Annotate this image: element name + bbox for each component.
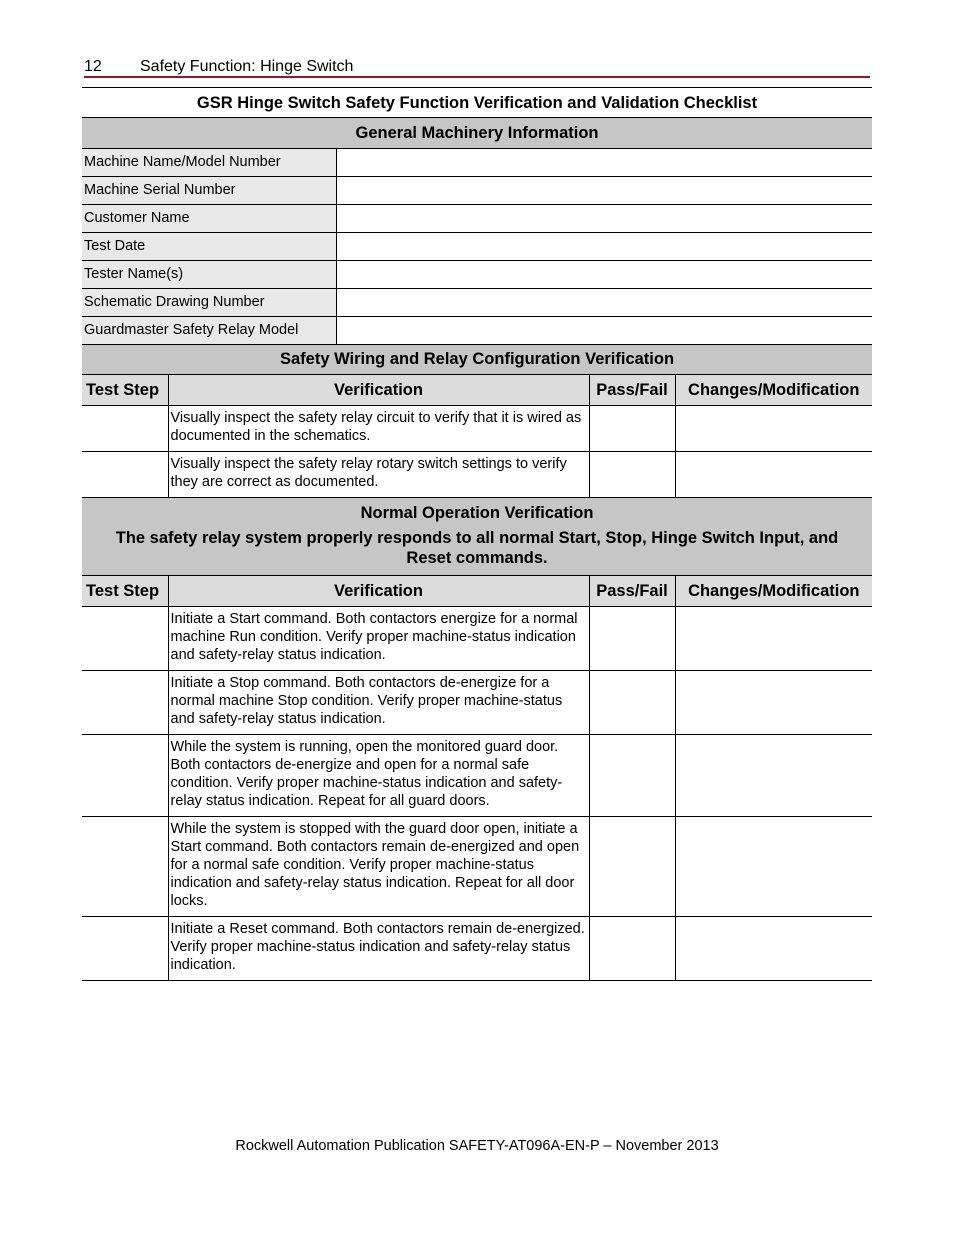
col-header-changes: Changes/Modification [675,375,872,406]
normal-operation-heading: Normal Operation Verification [360,504,594,522]
table-row [82,406,872,452]
section-title: Safety Function: Hinge Switch [140,58,354,75]
table-row [82,735,872,817]
table-row [82,671,872,735]
pass-fail-cell[interactable] [589,607,675,671]
checklist-title: GSR Hinge Switch Safety Function Verification and Validation Checklist [82,87,872,118]
page-number: 12 [84,58,102,75]
info-label: Guardmaster Safety Relay Model [82,317,336,345]
normal-operation-heading-block [82,498,872,576]
general-info-heading: General Machinery Information [82,118,872,149]
info-value-field[interactable] [336,177,872,205]
col-header-verification: Verification [168,375,589,406]
info-row [82,317,872,345]
table-row [82,817,872,917]
col-header-test-step: Test Step [82,375,168,406]
changes-cell[interactable] [675,917,872,981]
col-header-verification: Verification [168,576,589,607]
test-step-cell[interactable] [82,671,168,735]
pass-fail-cell[interactable] [589,817,675,917]
info-row [82,233,872,261]
publication-footer: Rockwell Automation Publication SAFETY-AT096A-EN-P – November 2013 [235,1138,719,1154]
changes-cell[interactable] [675,817,872,917]
test-step-cell[interactable] [82,406,168,452]
test-step-cell[interactable] [82,735,168,817]
pass-fail-cell[interactable] [589,452,675,498]
info-label: Test Date [82,233,336,261]
normal-operation-subheading: The safety relay system properly responds to all normal Start, Stop, Hinge Switch Input, and Reset commands. [115,529,839,567]
test-step-cell[interactable] [82,817,168,917]
info-value-field[interactable] [336,149,872,177]
info-value-field[interactable] [336,205,872,233]
info-value-field[interactable] [336,289,872,317]
info-label: Customer Name [82,205,336,233]
test-step-cell[interactable] [82,452,168,498]
info-value-field[interactable] [336,233,872,261]
test-step-cell[interactable] [82,607,168,671]
table-row [82,607,872,671]
column-header-row [82,576,872,607]
changes-cell[interactable] [675,607,872,671]
info-label: Machine Name/Model Number [82,149,336,177]
verification-text: Initiate a Start command. Both contactors energize for a normal machine Run condition. Verify proper machine-status indication and safety-relay status indication. [168,607,589,671]
changes-cell[interactable] [675,452,872,498]
pass-fail-cell[interactable] [589,671,675,735]
col-header-changes: Changes/Modification [675,576,872,607]
col-header-pass-fail: Pass/Fail [589,576,675,607]
wiring-verification-table [82,344,872,498]
pass-fail-cell[interactable] [589,406,675,452]
column-header-row [82,375,872,406]
col-header-pass-fail: Pass/Fail [589,375,675,406]
running-header [84,58,870,78]
normal-operation-table [82,497,872,981]
info-label: Schematic Drawing Number [82,289,336,317]
verification-text: Initiate a Reset command. Both contactors remain de-energized. Verify proper machine-status indication and safety-relay status indication. [168,917,589,981]
col-header-test-step: Test Step [82,576,168,607]
changes-cell[interactable] [675,406,872,452]
info-value-field[interactable] [336,261,872,289]
general-info-table [82,117,872,345]
info-row [82,261,872,289]
info-row [82,289,872,317]
changes-cell[interactable] [675,671,872,735]
pass-fail-cell[interactable] [589,917,675,981]
info-row [82,205,872,233]
info-label: Tester Name(s) [82,261,336,289]
verification-text: While the system is stopped with the guard door open, initiate a Start command. Both contactors remain de-energized and open for a normal safe condition. Verify proper machine-status indication and safety-relay status indication. Repeat for all door locks. [168,817,589,917]
info-value-field[interactable] [336,317,872,345]
info-label: Machine Serial Number [82,177,336,205]
changes-cell[interactable] [675,735,872,817]
pass-fail-cell[interactable] [589,735,675,817]
verification-text: Visually inspect the safety relay rotary switch settings to verify they are correct as documented. [168,452,589,498]
info-row [82,177,872,205]
verification-text: While the system is running, open the monitored guard door. Both contactors de-energize and open for a normal safe condition. Verify proper machine-status indication and safety-relay status indication. Repeat for all guard doors. [168,735,589,817]
table-row [82,452,872,498]
table-row [82,917,872,981]
verification-text: Initiate a Stop command. Both contactors de-energize for a normal machine Stop condition. Verify proper machine-status and safety-relay status indication. [168,671,589,735]
info-row [82,149,872,177]
verification-text: Visually inspect the safety relay circuit to verify that it is wired as documented in the schematics. [168,406,589,452]
test-step-cell[interactable] [82,917,168,981]
wiring-heading: Safety Wiring and Relay Configuration Verification [82,345,872,375]
